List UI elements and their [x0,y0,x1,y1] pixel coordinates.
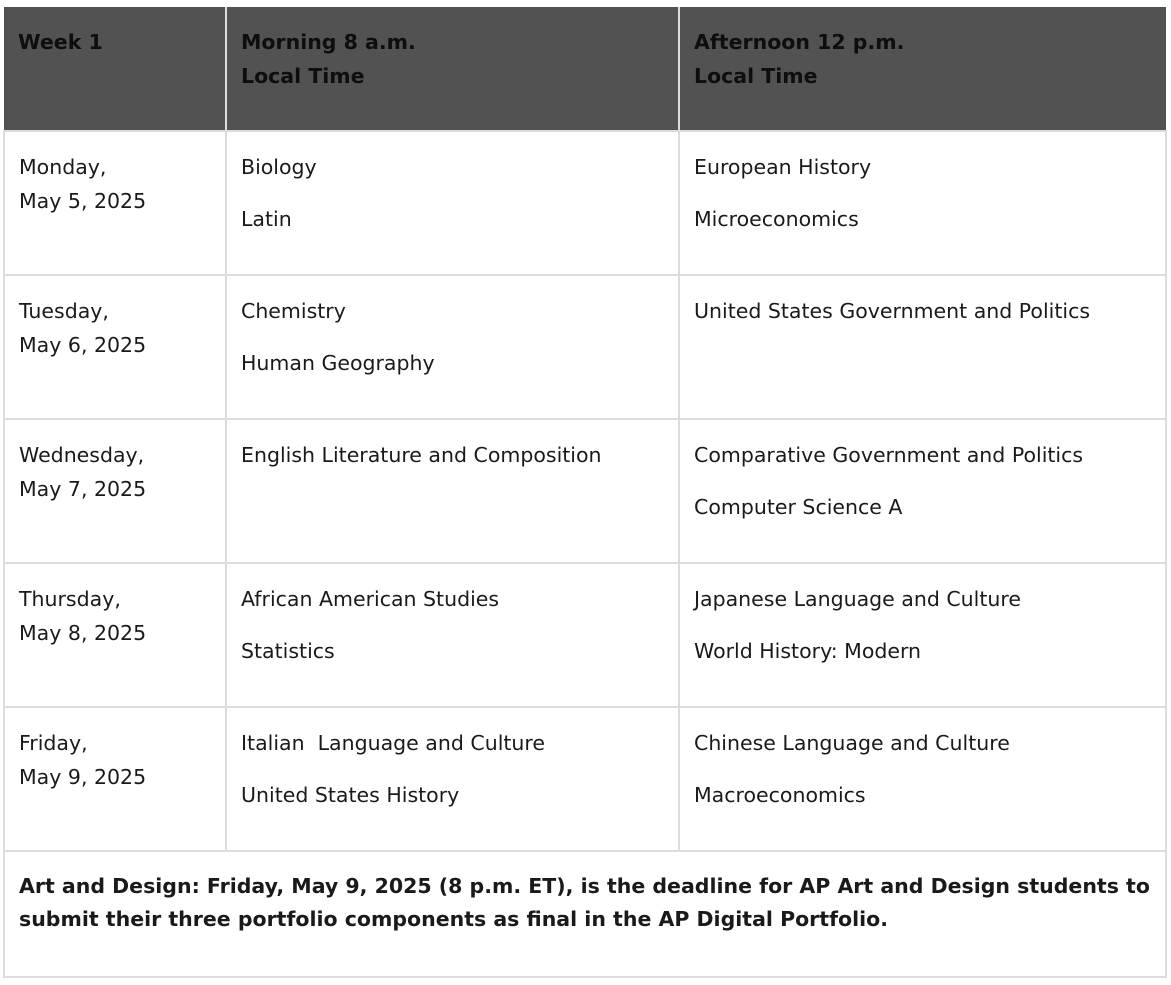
header-morning-time: Morning 8 a.m. [241,30,416,54]
course-name: English Literature and Composition [241,443,602,467]
course-name: Chinese Language and Culture [694,731,1010,755]
header-morning [226,7,679,131]
course-name: World History: Modern [694,639,922,663]
course-name: Italian Language and Culture [241,731,546,755]
course-name: Microeconomics [694,207,859,231]
course-name: Computer Science A [694,495,903,519]
course-name: United States Government and Politics [694,299,1091,323]
day-name: Friday, [19,731,88,755]
exam-schedule-table [3,7,1167,978]
morning-cell [226,419,679,563]
exam-schedule [3,7,1165,978]
course-name: Biology [241,155,317,179]
afternoon-cell [679,419,1166,563]
date-value: May 9, 2025 [19,765,147,789]
afternoon-cell [679,707,1166,851]
art-design-note: Art and Design: Friday, May 9, 2025 (8 p.m. ET), is the deadline for AP Art and Design students to submit their three portfolio components as final in the AP Digital Portfolio. [4,851,1166,977]
date-cell [4,131,226,275]
morning-cell [226,275,679,419]
afternoon-cell [679,563,1166,707]
day-name: Thursday, [19,587,121,611]
table-row [4,131,1166,275]
header-afternoon [679,7,1166,131]
date-value: May 8, 2025 [19,621,147,645]
course-name: Latin [241,207,292,231]
course-name: African American Studies [241,587,500,611]
table-row [4,419,1166,563]
morning-cell [226,707,679,851]
date-value: May 7, 2025 [19,477,147,501]
day-name: Wednesday, [19,443,145,467]
course-name: European History [694,155,872,179]
header-afternoon-time: Afternoon 12 p.m. [694,30,905,54]
day-name: Monday, [19,155,107,179]
course-name: Japanese Language and Culture [694,587,1021,611]
header-afternoon-local: Local Time [694,64,818,88]
course-name: Statistics [241,639,335,663]
date-value: May 5, 2025 [19,189,147,213]
date-cell [4,419,226,563]
course-name: Macroeconomics [694,783,866,807]
day-name: Tuesday, [19,299,109,323]
table-row [4,563,1166,707]
table-row [4,707,1166,851]
date-value: May 6, 2025 [19,333,147,357]
header-row [4,7,1166,131]
date-cell [4,275,226,419]
table-row [4,275,1166,419]
course-name: Comparative Government and Politics [694,443,1084,467]
morning-cell [226,563,679,707]
note-row [4,851,1166,977]
date-cell [4,707,226,851]
afternoon-cell [679,275,1166,419]
header-week-label: Week 1 [18,30,103,54]
course-name: United States History [241,783,460,807]
course-name: Chemistry [241,299,346,323]
header-morning-local: Local Time [241,64,365,88]
afternoon-cell [679,131,1166,275]
course-name: Human Geography [241,351,435,375]
header-week [4,7,226,131]
date-cell [4,563,226,707]
morning-cell [226,131,679,275]
